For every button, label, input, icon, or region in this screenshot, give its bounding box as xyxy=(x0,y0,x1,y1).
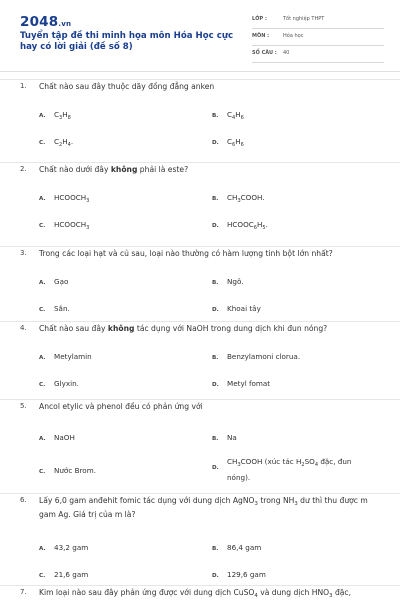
option-key: D. xyxy=(212,307,219,313)
question-number: 2. xyxy=(20,165,27,173)
option-key: B. xyxy=(212,113,219,119)
option-key: B. xyxy=(212,196,219,202)
option-text: $HCOOCH_3$ xyxy=(54,220,90,231)
option-c[interactable] xyxy=(39,137,73,146)
option-text: Gạo xyxy=(54,277,69,286)
option-key: B. xyxy=(212,280,219,286)
option-text: NaOH xyxy=(54,433,75,442)
option-a[interactable] xyxy=(39,352,92,361)
option-key: A. xyxy=(39,196,46,202)
meta-label: SỐ CÂU : xyxy=(252,50,277,56)
option-text: $CH_3COOH$ (xúc tác $H_2SO_4$ đặc, đun nóng). xyxy=(227,457,352,482)
option-text: 86,4 gam xyxy=(227,543,262,552)
question-text: Chất nào sau đây không tác dụng với NaOH trong dung dịch khi đun nóng? xyxy=(39,324,328,333)
meta-value: Hóa học xyxy=(283,33,304,39)
option-text: Metylamin xyxy=(54,352,92,361)
question-number: 6. xyxy=(20,496,27,504)
option-text: $HCOOCH_3$ xyxy=(54,193,90,204)
meta-value: 40 xyxy=(283,50,290,56)
option-b[interactable] xyxy=(212,433,237,442)
option-a[interactable] xyxy=(39,110,71,119)
option-key: C. xyxy=(39,573,46,579)
meta-label: MÔN : xyxy=(252,33,270,39)
option-text: $C_6H_6$ xyxy=(227,137,244,148)
option-text: $C_2H_4$. xyxy=(54,137,74,148)
header-divider xyxy=(0,71,400,72)
option-a[interactable] xyxy=(39,277,68,286)
option-text: Ngô. xyxy=(227,277,244,286)
option-d[interactable] xyxy=(212,304,261,313)
option-c[interactable] xyxy=(39,220,89,229)
option-key: D. xyxy=(212,223,219,229)
option-text: Sắn. xyxy=(54,304,70,313)
option-key: A. xyxy=(39,546,46,552)
question-number: 7. xyxy=(20,588,27,596)
option-text: $C_3H_8$ xyxy=(54,110,71,121)
option-d[interactable] xyxy=(212,379,270,388)
option-key: C. xyxy=(39,307,46,313)
option-text: 129,6 gam xyxy=(227,570,266,579)
question-text: Trong các loại hạt và củ sau, loại nào thường có hàm lượng tinh bột lớn nhất? xyxy=(39,249,333,258)
option-key: C. xyxy=(39,223,46,229)
option-a[interactable] xyxy=(39,193,89,202)
option-text: 43,2 gam xyxy=(54,543,89,552)
option-text: $CH_3COOH$. xyxy=(227,193,265,204)
site-logo[interactable] xyxy=(20,14,71,30)
option-key: D. xyxy=(212,465,219,471)
option-text: Na xyxy=(227,433,237,442)
option-d[interactable] xyxy=(212,454,372,486)
question-number: 3. xyxy=(20,249,27,257)
option-key: A. xyxy=(39,355,46,361)
option-d[interactable] xyxy=(212,570,266,579)
exam-title: Tuyển tập đề thi minh họa môn Hóa Học cực hay có lời giải (đề số 8) xyxy=(20,31,234,52)
option-text: $HCOOC_6H_5$. xyxy=(227,220,268,231)
option-b[interactable] xyxy=(212,543,261,552)
option-b[interactable] xyxy=(212,277,244,286)
logo-text: 2048 xyxy=(20,14,59,30)
meta-label: LỚP : xyxy=(252,16,267,22)
option-c[interactable] xyxy=(39,466,96,475)
option-text: Nước Brom. xyxy=(54,466,96,475)
option-key: C. xyxy=(39,469,46,475)
question-number: 1. xyxy=(20,82,27,90)
question-text: Chất nào dưới đây không phải là este? xyxy=(39,165,189,174)
question-number: 5. xyxy=(20,402,27,410)
option-key: A. xyxy=(39,280,46,286)
option-text: Khoai tây xyxy=(227,304,261,313)
meta-question-count xyxy=(252,46,384,63)
exam-meta xyxy=(252,12,384,63)
option-d[interactable] xyxy=(212,137,244,146)
option-b[interactable] xyxy=(212,352,300,361)
option-c[interactable] xyxy=(39,304,70,313)
option-key: C. xyxy=(39,382,46,388)
option-key: B. xyxy=(212,355,219,361)
option-text: $C_4H_6$ xyxy=(227,110,244,121)
document-header xyxy=(0,0,400,70)
question-number: 4. xyxy=(20,324,27,332)
meta-subject xyxy=(252,29,384,46)
question-text: Kim loại nào sau đây phản ứng được với dung dịch CuSO$_4$ và dung dịch $HNO_3$ đặc, xyxy=(39,588,352,599)
question-text: Lấy 6,0 gam anđehit fomic tác dụng với dung dịch AgNO$_3$ trong $NH_3$ dư thì thu được m gam Ag. Giá trị của m là? xyxy=(39,496,368,519)
option-key: A. xyxy=(39,436,46,442)
meta-value: Tốt nghiệp THPT xyxy=(283,16,325,22)
option-text: Metyl fomat xyxy=(227,379,271,388)
option-text: Benzylamoni clorua. xyxy=(227,352,301,361)
option-text: 21,6 gam xyxy=(54,570,89,579)
question-text: Ancol etylic và phenol đều có phản ứng với xyxy=(39,402,203,411)
option-a[interactable] xyxy=(39,433,75,442)
option-key: A. xyxy=(39,113,46,119)
logo-suffix: .vn xyxy=(58,20,72,28)
option-key: C. xyxy=(39,140,46,146)
option-a[interactable] xyxy=(39,543,88,552)
option-d[interactable] xyxy=(212,220,268,229)
option-c[interactable] xyxy=(39,570,88,579)
option-text: Glyxin. xyxy=(54,379,79,388)
option-c[interactable] xyxy=(39,379,79,388)
option-b[interactable] xyxy=(212,193,265,202)
question-text: Chất nào sau đây thuộc dãy đồng đẳng anken xyxy=(39,82,215,91)
option-key: D. xyxy=(212,573,219,579)
option-key: B. xyxy=(212,546,219,552)
option-key: B. xyxy=(212,436,219,442)
option-key: D. xyxy=(212,140,219,146)
meta-class xyxy=(252,12,384,29)
option-b[interactable] xyxy=(212,110,244,119)
option-key: D. xyxy=(212,382,219,388)
